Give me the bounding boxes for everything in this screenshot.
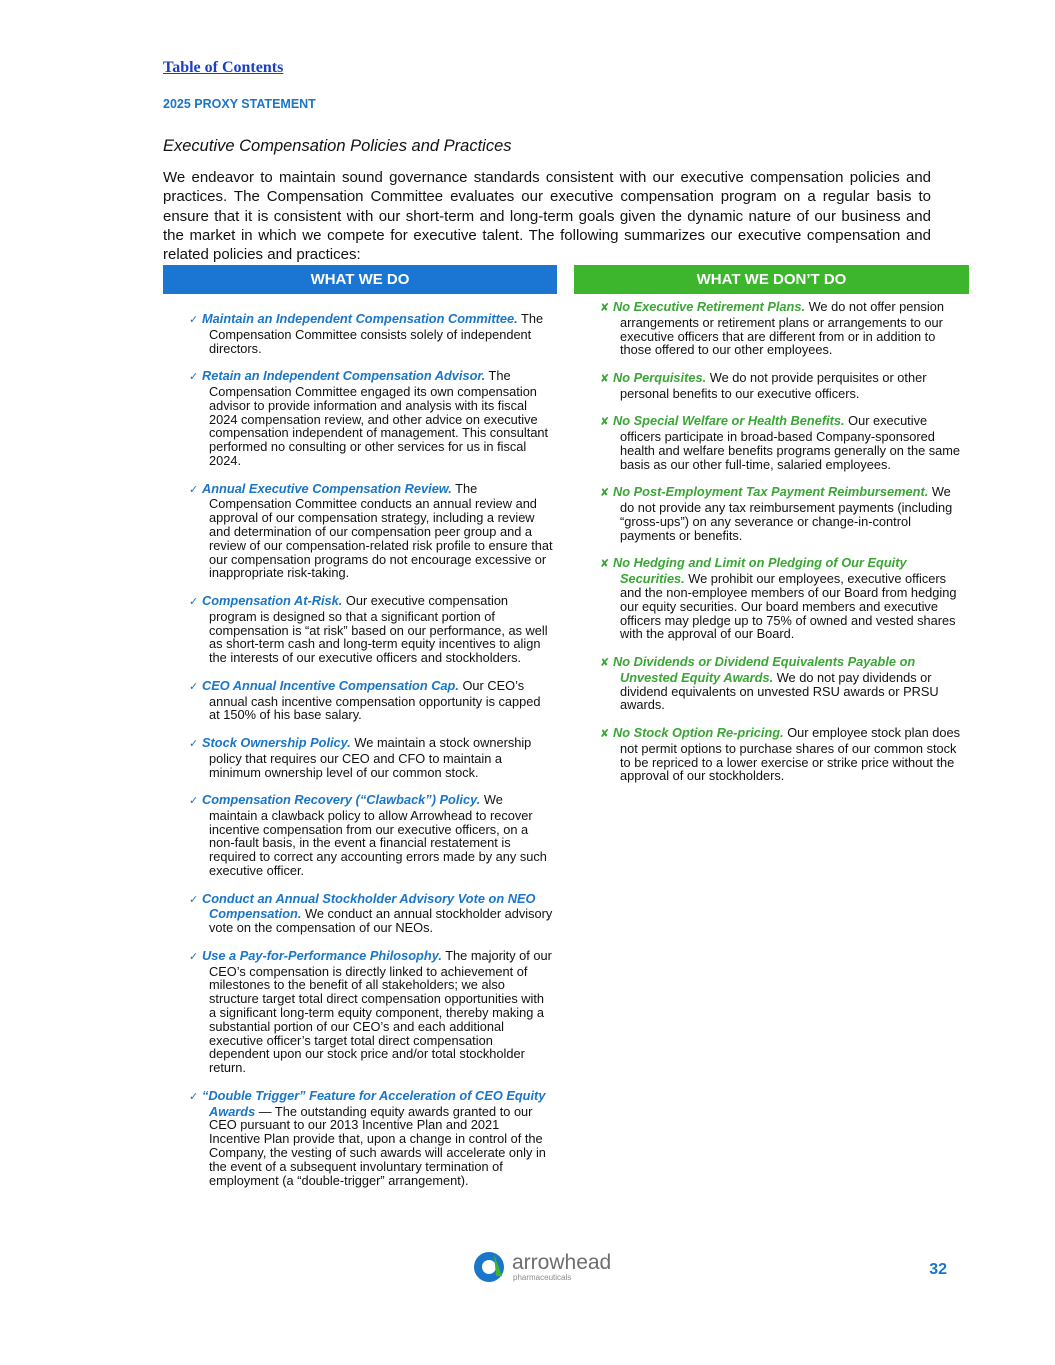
item-title: No Dividends or Dividend Equivalents Payable on Unvested Equity Awards. xyxy=(613,653,916,685)
item-title: No Post-Employment Tax Payment Reimbursement. xyxy=(613,484,929,500)
checkmark-icon: ✓ xyxy=(189,314,199,326)
item-text: We do not provide perquisites or other personal benefits to our executive officers. xyxy=(620,369,927,401)
cross-icon: ✘ xyxy=(600,416,610,429)
arrowhead-logo xyxy=(472,1250,627,1284)
list-item xyxy=(587,414,967,471)
item-title: CEO Annual Incentive Compensation Cap. xyxy=(202,677,459,693)
list-item xyxy=(176,736,554,779)
checkmark-icon: ✓ xyxy=(189,595,199,608)
item-text: We maintain a stock ownership policy that requires our CEO and CFO to maintain a minimum ownership level of our common stock. xyxy=(209,734,532,780)
item-text: The Compensation Committee conducts an annual review and approval of our compensation strategy, including a review and determination of our compensation peer group and a review of our compensation-related risk profile to ensure that our compensation programs do not encourage excessive or inappropriate risk-taking. xyxy=(209,480,553,581)
page-number: 32 xyxy=(929,1261,947,1278)
item-title: No Stock Option Re-pricing. xyxy=(613,724,784,740)
checkmark-icon: ✓ xyxy=(189,1090,199,1103)
list-item xyxy=(587,726,967,783)
item-title: Retain an Independent Compensation Advisor. xyxy=(202,368,486,384)
list-item xyxy=(176,949,554,1075)
item-text: Our CEO’s annual cash incentive compensation opportunity is capped at 150% of his base salary. xyxy=(209,677,541,723)
item-title: No Executive Retirement Plans. xyxy=(613,299,806,314)
item-text: We maintain a clawback policy to allow Arrowhead to recover incentive compensation from our executive officers, on a non-fault basis, in the event a financial restatement is required to correct any accounting errors made by any such executive officer. xyxy=(209,792,547,879)
checkmark-icon: ✓ xyxy=(189,371,199,384)
item-text: The Compensation Committee engaged its own compensation advisor to provide information and analysis with its fiscal 2024 compensation review, and other advice on executive compensation independent of management. This consultant performed no consulting or other services for us in fiscal 2024. xyxy=(209,368,549,468)
item-text: We do not offer pension arrangements or retirement plans or arrangements to our executive officers that are different from or in addition to those offered to our other employees. xyxy=(620,299,944,358)
list-item xyxy=(176,679,554,722)
item-title: No Hedging and Limit on Pledging of Our Equity Securities. xyxy=(613,555,907,587)
checkmark-icon: ✓ xyxy=(189,737,199,750)
list-item xyxy=(587,655,967,712)
checkmark-icon: ✓ xyxy=(189,680,199,693)
table-of-contents-link[interactable]: Table of Contents xyxy=(163,59,284,76)
item-title: “Double Trigger” Feature for Acceleration of CEO Equity Awards xyxy=(202,1087,546,1119)
item-text: — The outstanding equity awards granted to our CEO pursuant to our 2013 Incentive Plan and 2021 Incentive Plan provide that, upon a change in control of the Company, the vesting of such awards will accelerate only in the event of a subsequent involuntary termination of employment (a “double-trigger” arrangement). xyxy=(209,1103,546,1188)
list-item xyxy=(587,300,967,357)
checkmark-icon: ✓ xyxy=(189,893,199,906)
item-title: Use a Pay-for-Performance Philosophy. xyxy=(202,947,442,963)
logo-word: arrowhead xyxy=(512,1251,612,1274)
section-title: Executive Compensation Policies and Practices xyxy=(163,137,512,155)
checkmark-icon: ✓ xyxy=(189,795,199,808)
list-item xyxy=(587,371,967,401)
item-title: No Perquisites. xyxy=(613,369,707,385)
item-text: We conduct an annual stockholder advisory vote on the compensation of our NEOs. xyxy=(209,906,553,936)
list-item xyxy=(176,369,554,468)
list-item xyxy=(176,594,554,665)
item-title: Compensation At-Risk. xyxy=(202,592,343,608)
list-item xyxy=(176,793,554,878)
cross-icon: ✘ xyxy=(600,487,610,500)
list-item xyxy=(587,556,967,641)
cross-icon: ✘ xyxy=(600,656,610,669)
item-title: Compensation Recovery (“Clawback”) Policy. xyxy=(202,792,481,808)
item-title: No Special Welfare or Health Benefits. xyxy=(613,413,845,429)
item-text: We do not pay dividends or dividend equivalents on unvested RSU awards or PRSU awards. xyxy=(620,669,939,713)
item-text: We prohibit our employees, executive officers and the non-employee members of our Board from hedging our equity securities. Our board members and executive officers may pledge up to 75% of owned and vested shares with the approval of our Board. xyxy=(620,571,957,642)
cross-icon: ✘ xyxy=(600,558,610,571)
item-title: Annual Executive Compensation Review. xyxy=(202,480,452,496)
item-title: Conduct an Annual Stockholder Advisory Vote on NEO Compensation. xyxy=(202,890,536,922)
list-item xyxy=(176,312,554,355)
intro-paragraph: We endeavor to maintain sound governance standards consistent with our executive compensation policies and practices. The Compensation Committee evaluates our executive compensation program on a regular basis to ensure that it is consistent with our short-term and long-term goals given the dynamic nature of our business and the market in which we compete for executive talent. The following summarizes our executive compensation and related policies and practices: xyxy=(163,169,931,264)
item-text: The majority of our CEO’s compensation is directly linked to achievement of milestones to the benefit of all stakeholders; we also structure target total direct compensation opportunities with a significant long-term equity component, thereby making a substantial portion of our CEO’s and each additional executive officer’s target total direct compensation dependent upon our stock price and/or total stockholder return. xyxy=(209,947,552,1076)
cross-icon: ✘ xyxy=(600,727,610,740)
item-text: Our executive officers participate in broad-based Company-sponsored health and welfare benefits programs generally on the same basis as our other full-time, salaried employees. xyxy=(620,413,961,472)
item-text: Our employee stock plan does not permit options to purchase shares of our common stock to be repriced to a lower exercise or strike price without the approval of our stockholders. xyxy=(620,724,961,784)
list-item xyxy=(176,892,554,935)
list-item xyxy=(176,1089,554,1188)
what-we-do-list xyxy=(176,312,554,1201)
what-we-dont-do-list xyxy=(587,300,967,797)
cross-icon: ✘ xyxy=(600,372,610,385)
list-item xyxy=(176,482,554,581)
item-text: We do not provide any tax reimbursement payments (including “gross-ups”) on any severance or change-in-control payments or benefits. xyxy=(620,484,953,543)
item-title: Maintain an Independent Compensation Committee. xyxy=(202,311,518,326)
cross-icon: ✘ xyxy=(600,302,610,314)
checkmark-icon: ✓ xyxy=(189,950,199,963)
what-we-dont-do-header: WHAT WE DON’T DO xyxy=(574,265,969,294)
list-item xyxy=(587,485,967,542)
item-text: Our executive compensation program is designed so that a significant portion of compensation is “at risk” based on our performance, as well as short-term cash and long-term equity incentives to align the interests of our executive officers and stockholders. xyxy=(209,592,548,666)
item-text: The Compensation Committee consists solely of independent directors. xyxy=(209,311,544,356)
logo-sub: pharmaceuticals xyxy=(513,1273,572,1282)
item-title: Stock Ownership Policy. xyxy=(202,734,351,750)
checkmark-icon: ✓ xyxy=(189,483,199,496)
what-we-do-header: WHAT WE DO xyxy=(163,265,557,294)
document-label: 2025 PROXY STATEMENT xyxy=(163,97,316,111)
